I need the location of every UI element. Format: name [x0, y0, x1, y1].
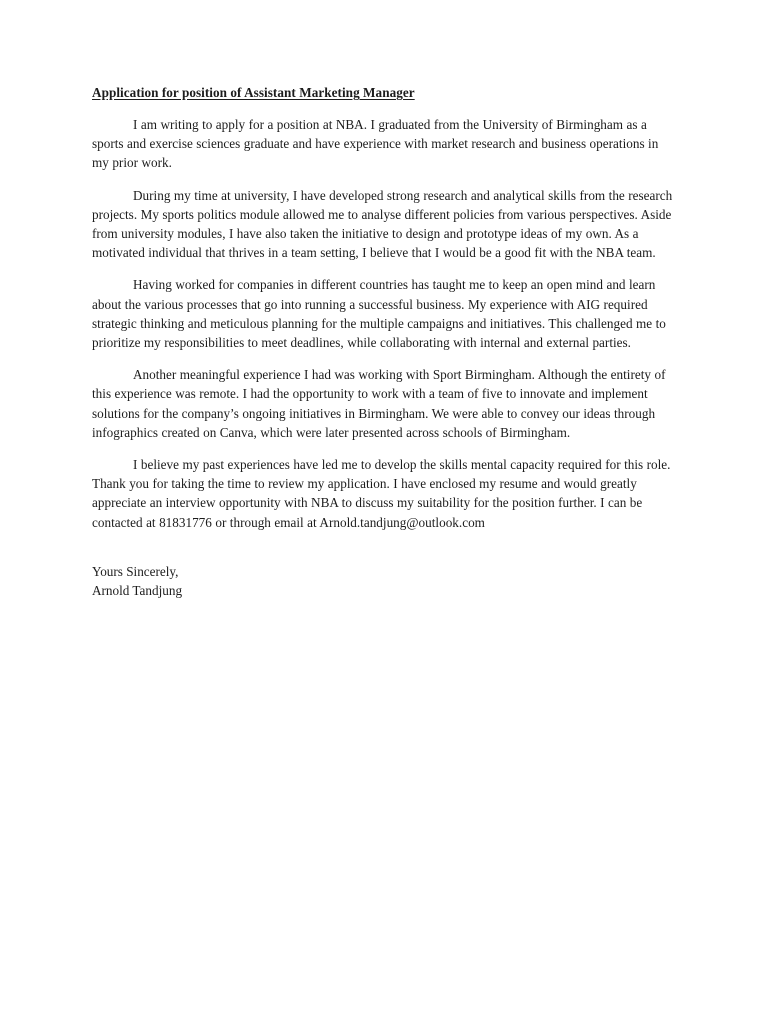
paragraph-work-experience: Having worked for companies in different countries has taught me to keep an open mind and learn about the various processes that go into running a successful business. My experience with AIG required strategic thinking and meticulous planning for the multiple campaigns and initiatives. This challenged me to prioritize my responsibilities to meet deadlines, while collaborating with internal and external parties. — [92, 277, 666, 351]
signature-name: Arnold Tandjung — [92, 583, 183, 599]
document-body — [92, 84, 674, 600]
signature-closing: Yours Sincerely, — [92, 563, 179, 579]
signature-block — [92, 562, 674, 600]
paragraph-university-skills: During my time at university, I have developed strong research and analytical skills from the research projects. My sports politics module allowed me to analyse different policies from various perspectives. Aside from university modules, I have also taken the initiative to design and prototype ideas of my own. As a motivated individual that thrives in a team setting, I believe that I would be a good fit with the NBA team. — [92, 187, 673, 261]
paragraph-intro: I am writing to apply for a position at NBA. I graduated from the University of Birmingham as a sports and exercise sciences graduate and have experience with market research and business operations in my prior work. — [92, 117, 659, 171]
paragraph-closing-request: I believe my past experiences have led me to develop the skills mental capacity required for this role. Thank you for taking the time to review my application. I have enclosed my resume and would greatly appreciate an interview opportunity with NBA to discuss my suitability for the position further. I can be contacted at 81831776 or through email at Arnold.tandjung@outlook.com — [92, 457, 671, 530]
paragraph-sport-birmingham: Another meaningful experience I had was working with Sport Birmingham. Although the entirety of this experience was remote. I had the opportunity to work with a team of five to innovate and implement solutions for the company’s ongoing initiatives in Birmingham. We were able to convey our ideas through infographics created on Canva, which were later presented across schools of Birmingham. — [92, 367, 666, 440]
page-title: Application for position of Assistant Marketing Manager — [92, 85, 415, 100]
